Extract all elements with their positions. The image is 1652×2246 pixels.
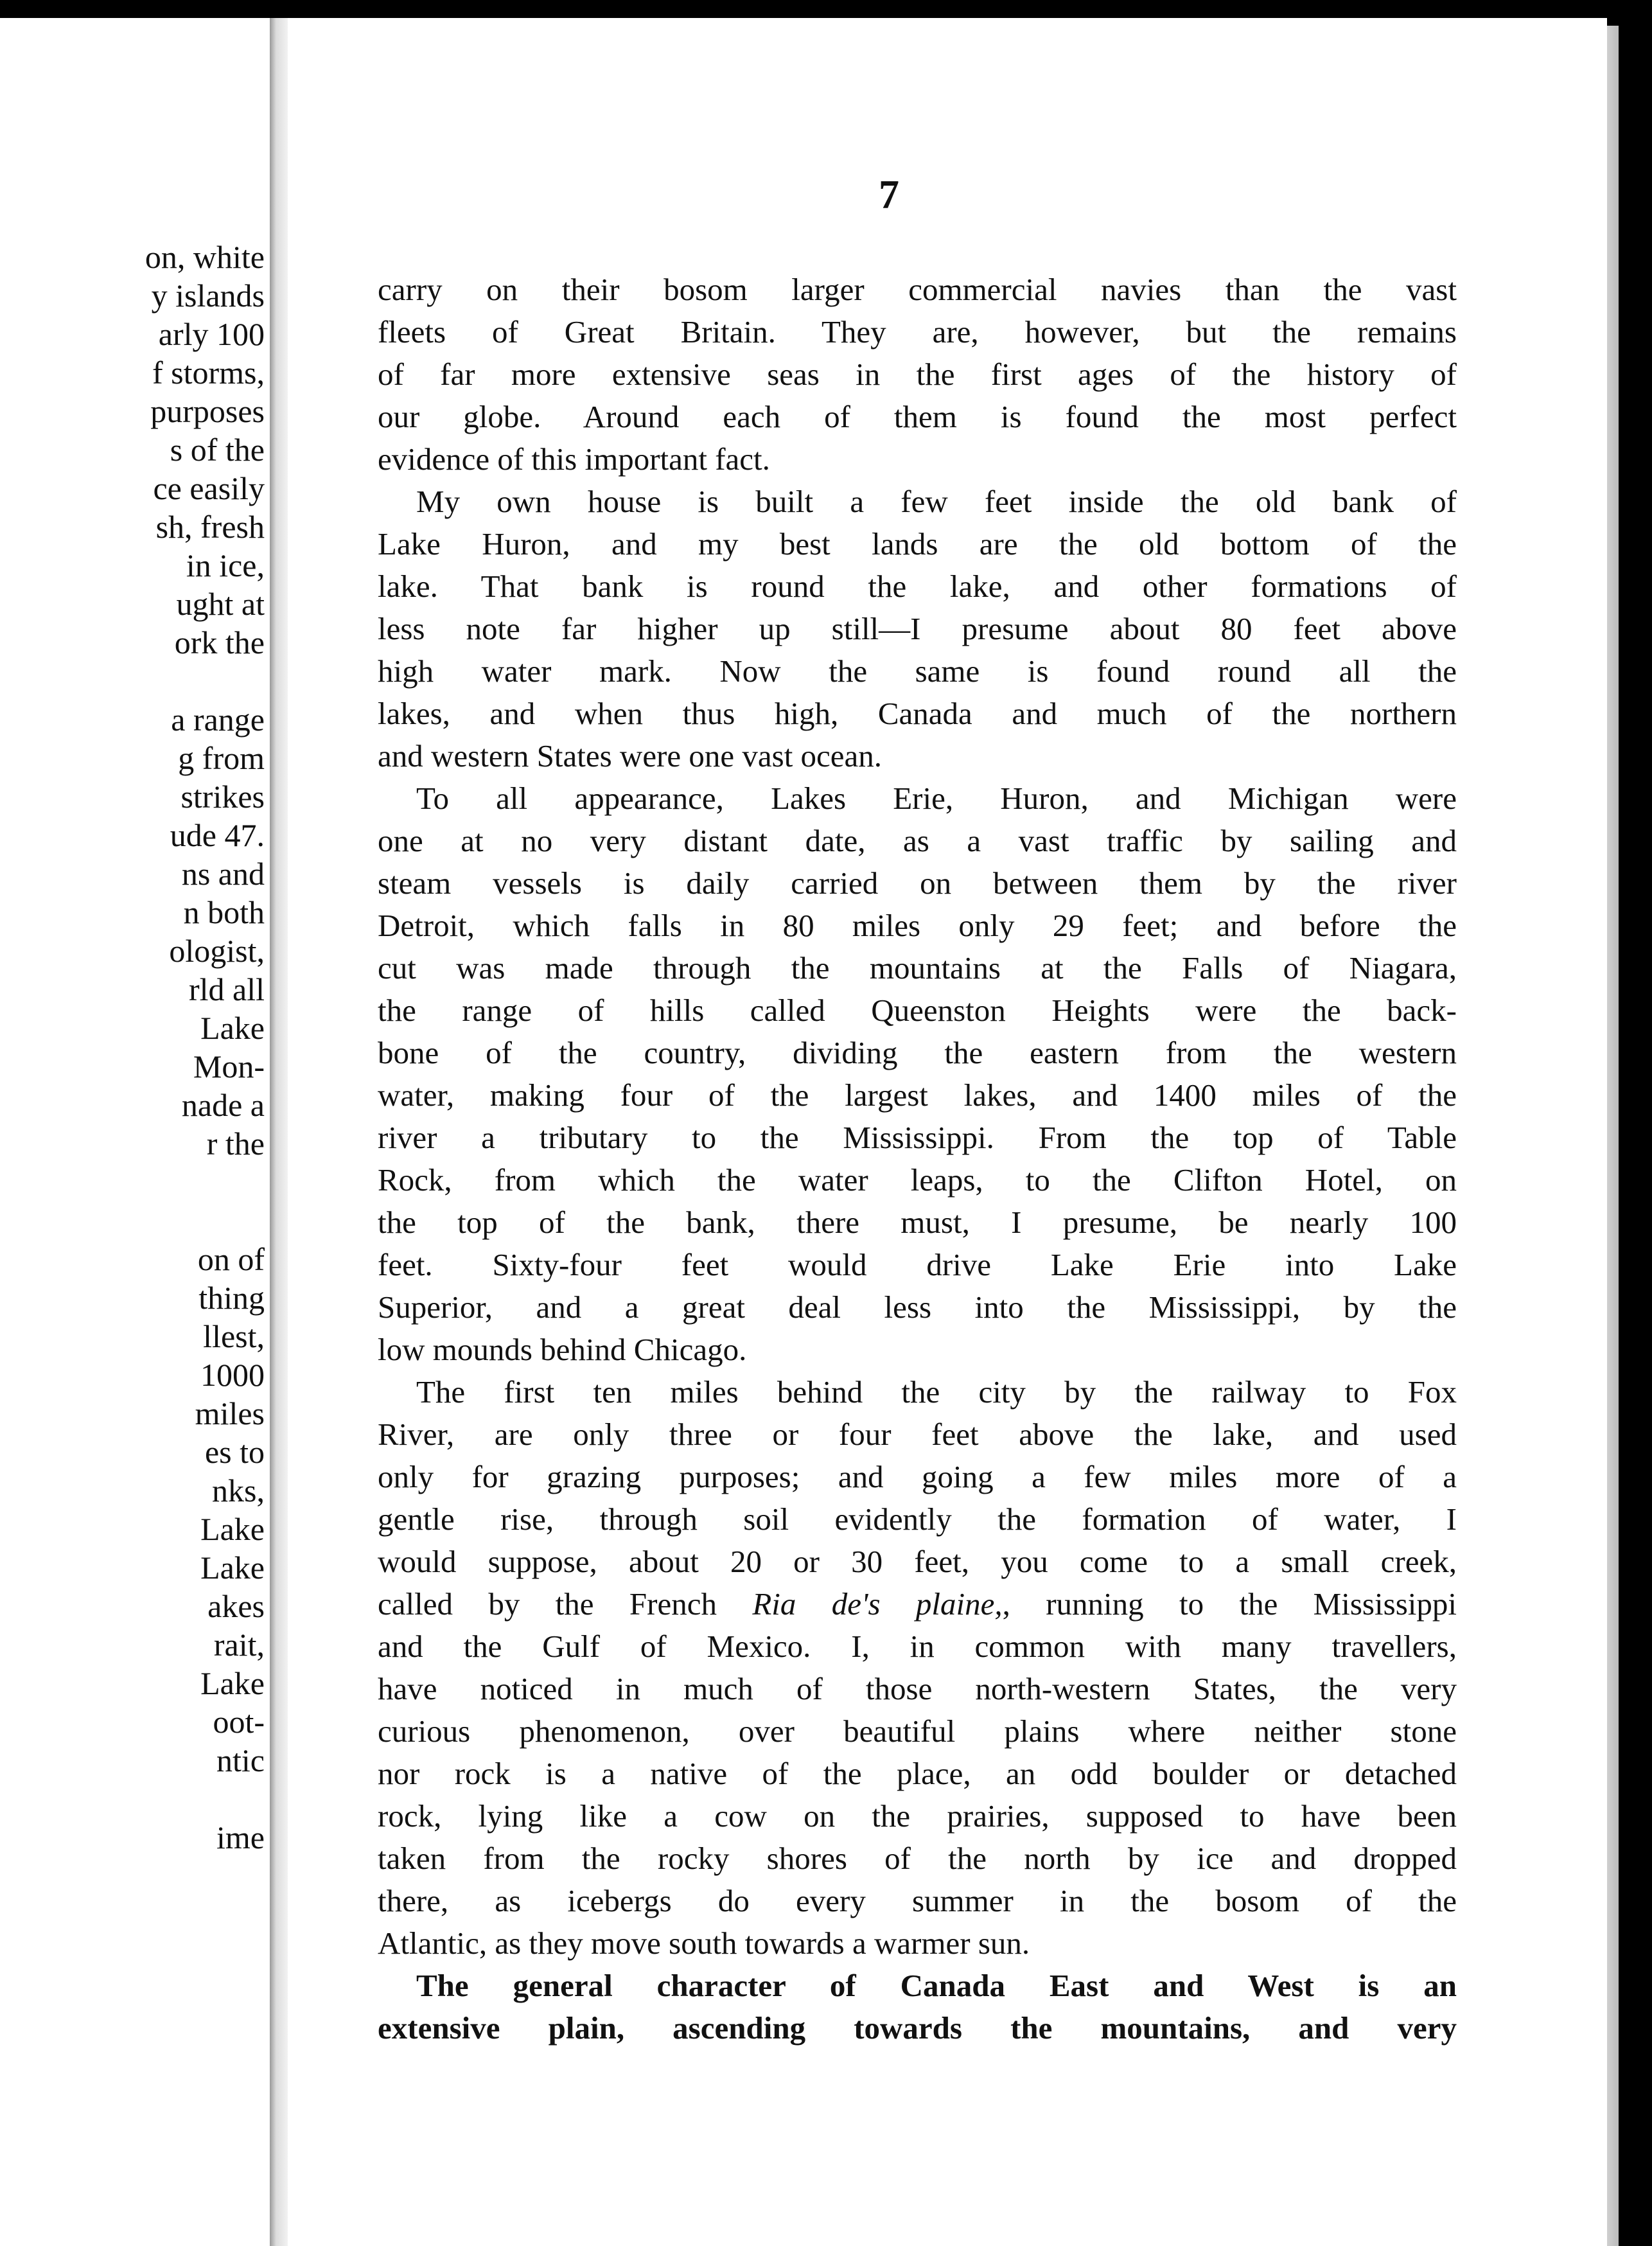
text-line: nor rock is a native of the place, an odd boulder or detached — [378, 1756, 1457, 1791]
left-page-line: s of the — [170, 432, 265, 468]
left-page-line: rait, — [213, 1627, 265, 1663]
left-page-line: a range — [171, 702, 265, 738]
text-line: curious phenomenon, over beautiful plains where neither stone — [378, 1713, 1457, 1749]
text-line: low mounds behind Chicago. — [378, 1332, 747, 1367]
text-line: less note far higher up still—I presume about 80 feet above — [378, 611, 1457, 646]
text-line: the range of hills called Queenston Heights were the back- — [378, 993, 1457, 1028]
text-segment: called by the French — [378, 1586, 717, 1622]
left-page-line: akes — [207, 1588, 265, 1624]
text-line: Rock, from which the water leaps, to the Clifton Hotel, on — [378, 1162, 1457, 1198]
text-line: of far more extensive seas in the first ages of the history of — [378, 357, 1457, 392]
left-page-line: ude 47. — [170, 817, 265, 853]
left-page-line: g from — [178, 740, 265, 776]
left-page-line: 1000 — [200, 1357, 265, 1393]
italic-place-name: Ria de's plaine, — [752, 1586, 1003, 1622]
left-page-line: ime — [216, 1819, 265, 1855]
body-text — [378, 269, 1457, 2049]
text-line: only for grazing purposes; and going a few miles more of a — [378, 1459, 1457, 1494]
text-line: cut was made through the mountains at the Falls of Niagara, — [378, 950, 1457, 986]
left-page-line: n both — [183, 894, 265, 930]
left-page-line: y islands — [151, 278, 265, 314]
text-line: River, are only three or four feet above the lake, and used — [378, 1417, 1457, 1452]
text-line: evidence of this important fact. — [378, 441, 770, 477]
text-line: river a tributary to the Mississippi. From the top of Table — [378, 1120, 1457, 1155]
text-line: Superior, and a great deal less into the Mississippi, by the — [378, 1289, 1457, 1325]
left-page-line: es to — [204, 1434, 265, 1470]
left-page-line: ologist, — [169, 933, 265, 969]
text-line: My own house is built a few feet inside the old bank of — [416, 484, 1457, 519]
text-line: and the Gulf of Mexico. I, in common with many travellers, — [378, 1629, 1457, 1664]
left-page-line: Lake — [200, 1010, 265, 1046]
text-line: gentle rise, through soil evidently the formation of water, I — [378, 1501, 1457, 1537]
text-line: The general character of Canada East and West is an — [416, 1968, 1457, 2003]
left-page-line: ntic — [216, 1742, 265, 1778]
text-line: our globe. Around each of them is found the most perfect — [378, 399, 1457, 434]
text-line: would suppose, about 20 or 30 feet, you come to a small creek, — [378, 1544, 1457, 1579]
text-line: Lake Huron, and my best lands are the old bottom of the — [378, 526, 1457, 562]
book-gutter — [270, 18, 288, 2246]
text-line: Detroit, which falls in 80 miles only 29 feet; and before the — [378, 908, 1457, 943]
text-line: bone of the country, dividing the eastern from the western — [378, 1035, 1457, 1070]
left-page-line: thing — [198, 1280, 265, 1316]
left-page-line: f storms, — [152, 355, 265, 391]
text-line: and western States were one vast ocean. — [378, 738, 883, 774]
text-line: water, making four of the largest lakes, and 1400 miles of the — [378, 1077, 1457, 1113]
text-line: one at no very distant date, as a vast traffic by sailing and — [378, 823, 1457, 858]
left-page-line: Lake — [200, 1550, 265, 1586]
text-line: have noticed in much of those north-western States, the very — [378, 1671, 1457, 1706]
left-page-line: nade a — [181, 1087, 265, 1123]
left-page-fragment — [0, 18, 270, 2246]
left-page-line: miles — [195, 1395, 265, 1431]
text-line: Atlantic, as they move south towards a warmer sun. — [378, 1925, 1030, 1961]
left-page-line: in ice, — [186, 547, 265, 583]
left-page-line: Lake — [200, 1511, 265, 1547]
left-page-line: r the — [206, 1126, 265, 1162]
text-line: taken from the rocky shores of the north by ice and dropped — [378, 1841, 1457, 1876]
text-line: To all appearance, Lakes Erie, Huron, and Michigan were — [416, 781, 1457, 816]
text-line: lakes, and when thus high, Canada and much of the northern — [378, 696, 1457, 731]
left-page-line: on, white — [145, 239, 265, 275]
text-line: high water mark. Now the same is found round all the — [378, 653, 1457, 689]
text-line: the top of the bank, there must, I presume, be nearly 100 — [378, 1205, 1457, 1240]
right-page — [288, 18, 1607, 2246]
left-page-line: on of — [197, 1241, 265, 1277]
text-line: carry on their bosom larger commercial navies than the vast — [378, 272, 1457, 307]
left-page-line: strikes — [180, 779, 265, 815]
text-line: feet. Sixty-four feet would drive Lake Erie into Lake — [378, 1247, 1457, 1282]
left-page-line: nks, — [212, 1472, 265, 1508]
text-line: fleets of Great Britain. They are, however, but the remains — [378, 314, 1457, 349]
left-page-line: Mon- — [193, 1048, 265, 1084]
text-line: The first ten miles behind the city by the railway to Fox — [416, 1374, 1457, 1410]
text-line: lake. That bank is round the lake, and other formations of — [378, 569, 1457, 604]
left-page-line: sh, fresh — [155, 509, 265, 545]
text-line: extensive plain, ascending towards the mountains, and very — [378, 2010, 1457, 2046]
text-segment: , running to the Mississippi — [1002, 1586, 1457, 1622]
text-line: rock, lying like a cow on the prairies, supposed to have been — [378, 1798, 1457, 1834]
left-page-line: ns and — [181, 856, 265, 892]
left-page-line: oot- — [213, 1704, 265, 1740]
left-page-line: ork the — [174, 624, 265, 660]
left-page-line: Lake — [200, 1665, 265, 1701]
text-line: steam vessels is daily carried on between them by the river — [378, 865, 1457, 901]
page-number: 7 — [879, 172, 899, 217]
text-line: there, as icebergs do every summer in the bosom of the — [378, 1883, 1457, 1918]
text-line-with-italic — [378, 1583, 1457, 1625]
left-page-line: rld all — [188, 971, 265, 1007]
left-page-line: ce easily — [153, 470, 265, 506]
left-page-line: arly 100 — [158, 316, 265, 352]
left-page-line: llest, — [203, 1318, 265, 1354]
left-page-line: purposes — [150, 393, 265, 429]
left-page-line: ught at — [176, 586, 265, 622]
